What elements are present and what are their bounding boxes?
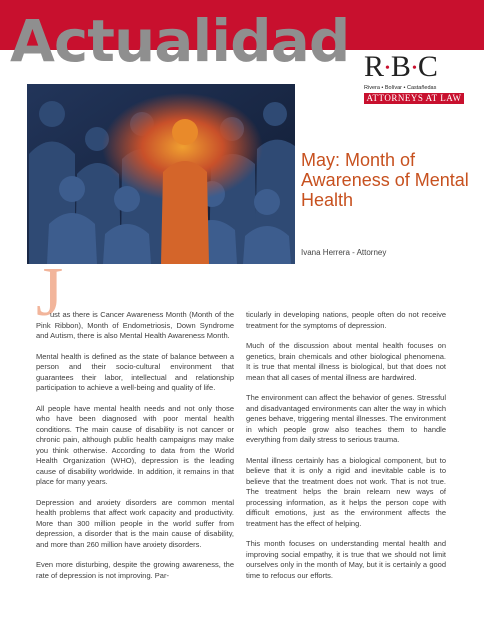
article-column-right — [246, 310, 446, 591]
article-title: May: Month of Awareness of Mental Health — [301, 150, 469, 210]
logo-partners: Rivera • Bolívar • Castañedas — [364, 85, 437, 92]
paragraph: All people have mental health needs and not only those who have been diagnosed with poor mental health conditions. The main cause of disability is not cancer or chronic pain, although public health campaigns may make you think otherwise. According to data from the World Health Organization (WHO), depression is the leading cause of disability worldwide. In addition, it remains in that place for many years. — [36, 403, 234, 486]
masthead-title: Actualidad — [10, 7, 350, 75]
article-column-left — [36, 310, 234, 591]
logo-letter-c: C — [417, 50, 438, 83]
paragraph: ticularly in developing nations, people often do not receive treatment for the symptoms of depression. — [246, 310, 446, 330]
paragraph: Mental illness certainly has a biological component, but to believe that it is only a rigid and inevitable cable is to believe that the treatment does not work. That is not true. The treatment helps the brain relearn new ways of processing information, as it helps the person cope with difficult emotions, just as the environment affects the treatment has the effect of helping. — [246, 455, 446, 528]
article-author: Ivana Herrera - Attorney — [301, 248, 387, 257]
paragraph: Much of the discussion about mental health focuses on genetics, brain chemicals and other biological phenomena. It is true that mental illness is biological, but that does not mean that all cases of mental illness are hardwired. — [246, 341, 446, 382]
firm-logo — [364, 52, 464, 104]
paragraph: Mental health is defined as the state of balance between a person and their socio-cultural environment that guarantees their labor, intellectual and relationship participation to achieve a well-being and quality of life. — [36, 351, 234, 392]
paragraph: ust as there is Cancer Awareness Month (Month of the Pink Ribbon), Month of Endometriosis, Down Syndrome and Autism, there is also Mental Health Awareness Month. — [36, 310, 234, 340]
drop-cap: J — [36, 254, 64, 331]
hero-image — [27, 84, 295, 264]
logo-monogram: R•B•C — [364, 50, 438, 83]
paragraph: The environment can affect the behavior of genes. Stressful and disadvantaged environments can alter the way in which genes behave, triggering mental illnesses. The environment in which people grow also teaches them to handle everything from daily stress to serious trauma. — [246, 393, 446, 444]
logo-firm-bar: ATTORNEYS AT LAW — [364, 93, 464, 104]
paragraph: This month focuses on understanding mental health and improving social empathy, it is true that we should not limit ourselves only in the month of May, but it is certainly a good time to refocus our efforts. — [246, 539, 446, 580]
logo-letter-r: R — [364, 50, 385, 83]
paragraph: Depression and anxiety disorders are common mental health problems that affect work capacity and productivity. More than 300 million people in the world suffer from depression, a disorder that is the main cause of disability, and more than 260 million have anxiety disorders. — [36, 497, 234, 549]
logo-letter-b: B — [390, 50, 411, 83]
paragraph: Even more disturbing, despite the growing awareness, the rate of depression is not improving. Par- — [36, 560, 234, 580]
